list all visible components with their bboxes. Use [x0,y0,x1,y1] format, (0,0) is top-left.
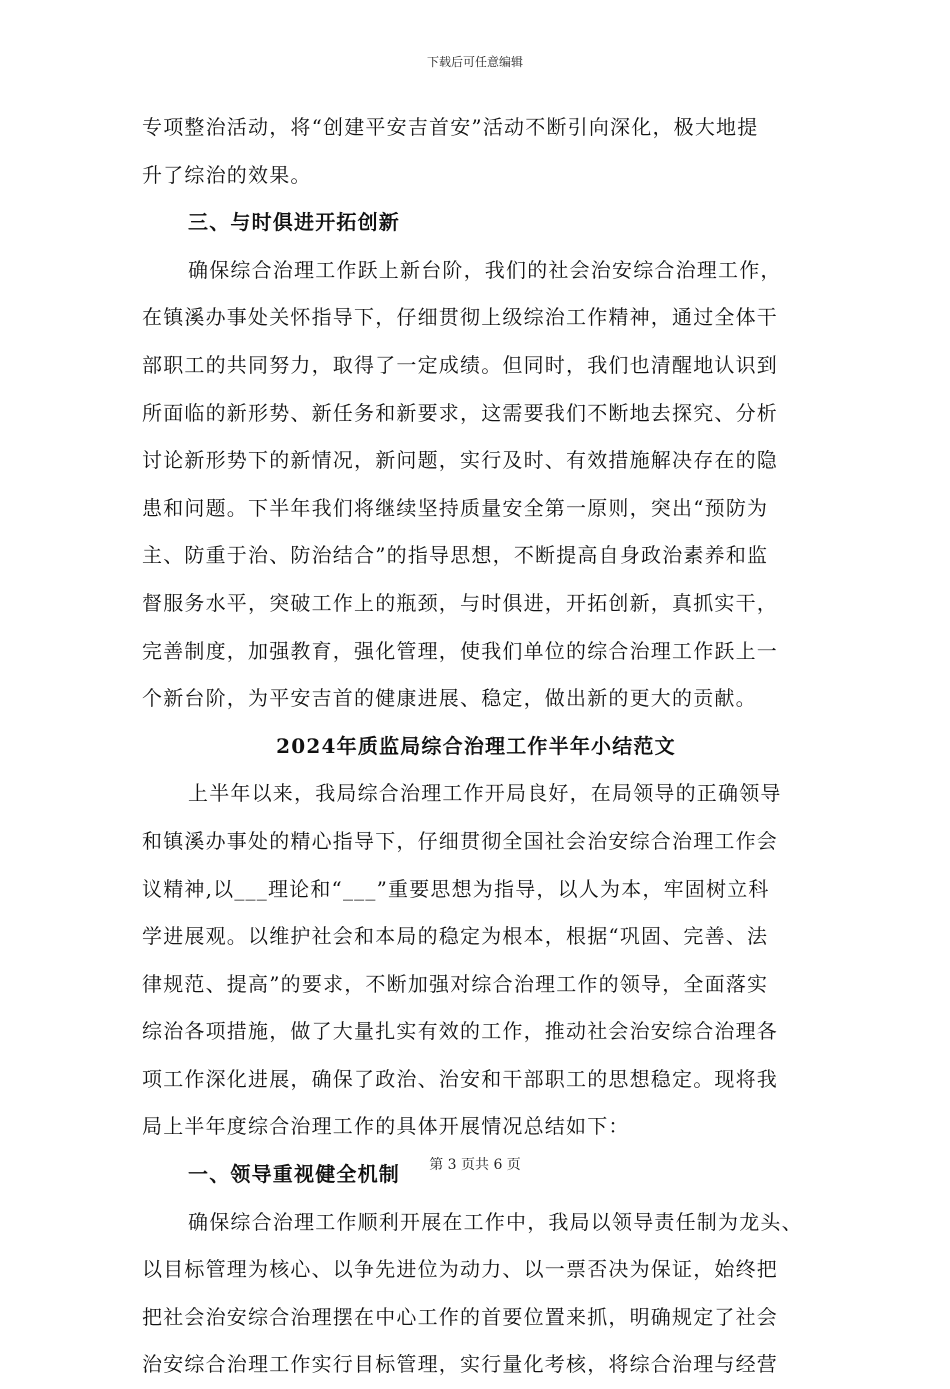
body-text-line: 个新台阶，为平安吉首的健康进展、稳定，做出新的更大的贡献。 [142,686,757,711]
body-text-line: 升了综治的效果。 [142,162,312,187]
body-text-line: 议精神,以___理论和“___”重要思想为指导，以人为本，牢固树立科 [142,876,770,901]
page-header-note: 下载后可任意编辑 [426,55,523,69]
body-text-line: 专项整治活动，将“创建平安吉首安”活动不断引向深化，极大地提 [142,115,759,139]
document-title: 2024年质监局综合治理工作半年小结范文 [276,733,676,758]
body-text-line: 律规范、提高”的要求，不断加强对综合治理工作的领导，全面落实 [142,971,769,996]
body-text-line: 把社会治安综合治理摆在中心工作的首要位置来抓，明确规定了社会 [142,1304,778,1329]
paragraph-first-line: 确保综合治理工作跃上新台阶，我们的社会治安综合治理工作， [188,257,782,282]
paragraph-first-line: 确保综合治理工作顺利开展在工作中，我局以领导责任制为龙头、 [188,1209,803,1234]
body-text-line: 学进展观。以维护社会和本局的稳定为根本，根据“巩固、完善、法 [142,924,769,949]
section-heading: 三、与时俱进开拓创新 [188,210,400,235]
body-text-line: 综治各项措施，做了大量扎实有效的工作，推动社会治安综合治理各 [142,1019,778,1044]
page-footer-number: 第 3 页共 6 页 [429,1157,521,1173]
body-text-line: 局上半年度综合治理工作的具体开展情况总结如下： [142,1114,630,1139]
document-body [142,104,810,1389]
body-text-line: 以目标管理为核心、以争先进位为动力、以一票否决为保证，始终把 [142,1257,778,1282]
paragraph-first-line: 上半年以来，我局综合治理工作开局良好，在局领导的正确领导 [188,781,782,806]
body-text-line: 所面临的新形势、新任务和新要求，这需要我们不断地去探究、分析 [142,400,778,425]
body-text-line: 部职工的共同努力，取得了一定成绩。但同时，我们也清醒地认识到 [142,352,778,377]
body-text-line: 主、防重于治、防治结合”的指导思想，不断提高自身政治素养和监 [142,543,769,568]
body-text-line: 项工作深化进展，确保了政治、治安和干部职工的思想稳定。现将我 [142,1066,778,1091]
body-text-line: 讨论新形势下的新情况，新问题，实行及时、有效措施解决存在的隐 [142,448,778,473]
body-text-line: 和镇溪办事处的精心指导下，仔细贯彻全国社会治安综合治理工作会 [142,828,778,853]
section-heading: 一、领导重视健全机制 [188,1162,400,1187]
body-text-line: 督服务水平，突破工作上的瓶颈，与时俱进，开拓创新，真抓实干， [142,590,778,615]
body-text-line: 患和问题。下半年我们将继续坚持质量安全第一原则，突出“预防为 [142,495,769,520]
body-text-line: 治安综合治理工作实行目标管理，实行量化考核，将综合治理与经营 [142,1352,778,1377]
body-text-line: 在镇溪办事处关怀指导下，仔细贯彻上级综治工作精神，通过全体干 [142,305,778,330]
body-text-line: 完善制度，加强教育，强化管理，使我们单位的综合治理工作跃上一 [142,638,778,663]
